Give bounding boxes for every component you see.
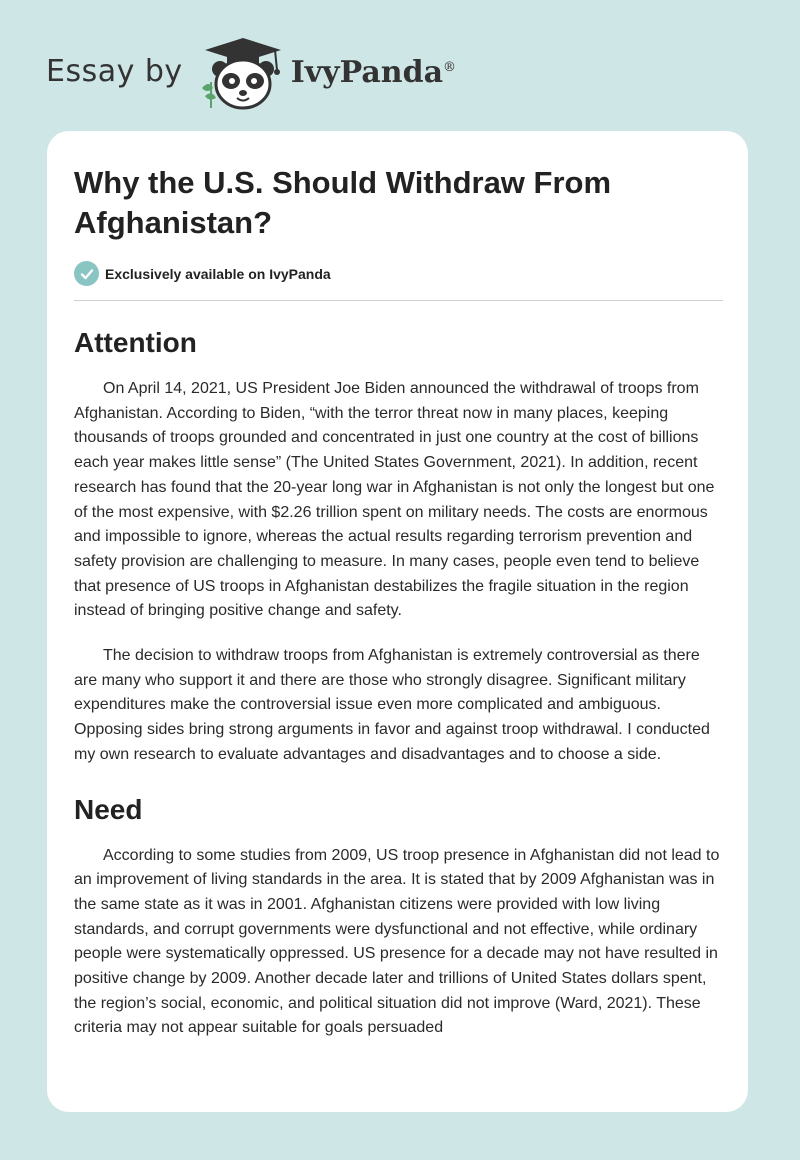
check-icon xyxy=(74,261,99,286)
divider xyxy=(74,300,723,301)
brand-name: IvyPanda® xyxy=(290,54,457,90)
paragraph: On April 14, 2021, US President Joe Biden announced the withdrawal of troops from Afghanistan. According to Biden, “with the terror threat now in many places, keeping thousands of troops grounded and concentrated in just one country at the cost of billions each year makes little sense” (The United States Government, 2021). In addition, recent research has found that the 20-year long war in Afghanistan is not only the longest but one of the most expensive, with $2.26 trillion spent on military needs. The costs are enormous and impossible to ignore, whereas the actual results regarding terrorism prevention and safety provision are challenging to measure. In many cases, people even tend to believe that presence of US troops in Afghanistan destabilizes the fragile situation in the region instead of bringing positive change and safety. xyxy=(74,380,715,620)
paragraph: According to some studies from 2009, US troop presence in Afghanistan did not lead to an improvement of living standards in the area. It is stated that by 2009 Afghanistan was in the same state as it was in 2001. Afghanistan citizens were provided with low living standards, and corrupt governments were dysfunctional and not effective, while ordinary people were systematically oppressed. US presence for a decade may not have resulted in positive change by 2009. Another decade later and trillions of United States dollars spent, the region’s social, economic, and political situation did not improve (Ward, 2021). These criteria may not appear suitable for goals persuaded xyxy=(74,846,720,1037)
article-card xyxy=(47,131,748,1112)
article-body xyxy=(74,131,723,1061)
panda-graduate-icon xyxy=(197,36,287,112)
section-heading-attention: Attention xyxy=(74,327,197,358)
paragraph: The decision to withdraw troops from Afghanistan is extremely controversial as there are many who support it and there are those who strongly disagree. Significant military expenditures make the controversial issue even more complicated and ambiguous. Opposing sides bring strong arguments in favor and against troop withdrawal. I conducted my own research to evaluate advantages and disadvantages and to choose a side. xyxy=(74,647,710,763)
exclusive-badge xyxy=(74,261,723,286)
article-title: Why the U.S. Should Withdraw From Afghanistan? xyxy=(74,165,612,240)
exclusive-badge-label: Exclusively available on IvyPanda xyxy=(105,265,331,282)
site-logo[interactable] xyxy=(46,36,456,112)
section-heading-need: Need xyxy=(74,793,143,825)
brand-prefix: Essay by xyxy=(46,53,183,89)
